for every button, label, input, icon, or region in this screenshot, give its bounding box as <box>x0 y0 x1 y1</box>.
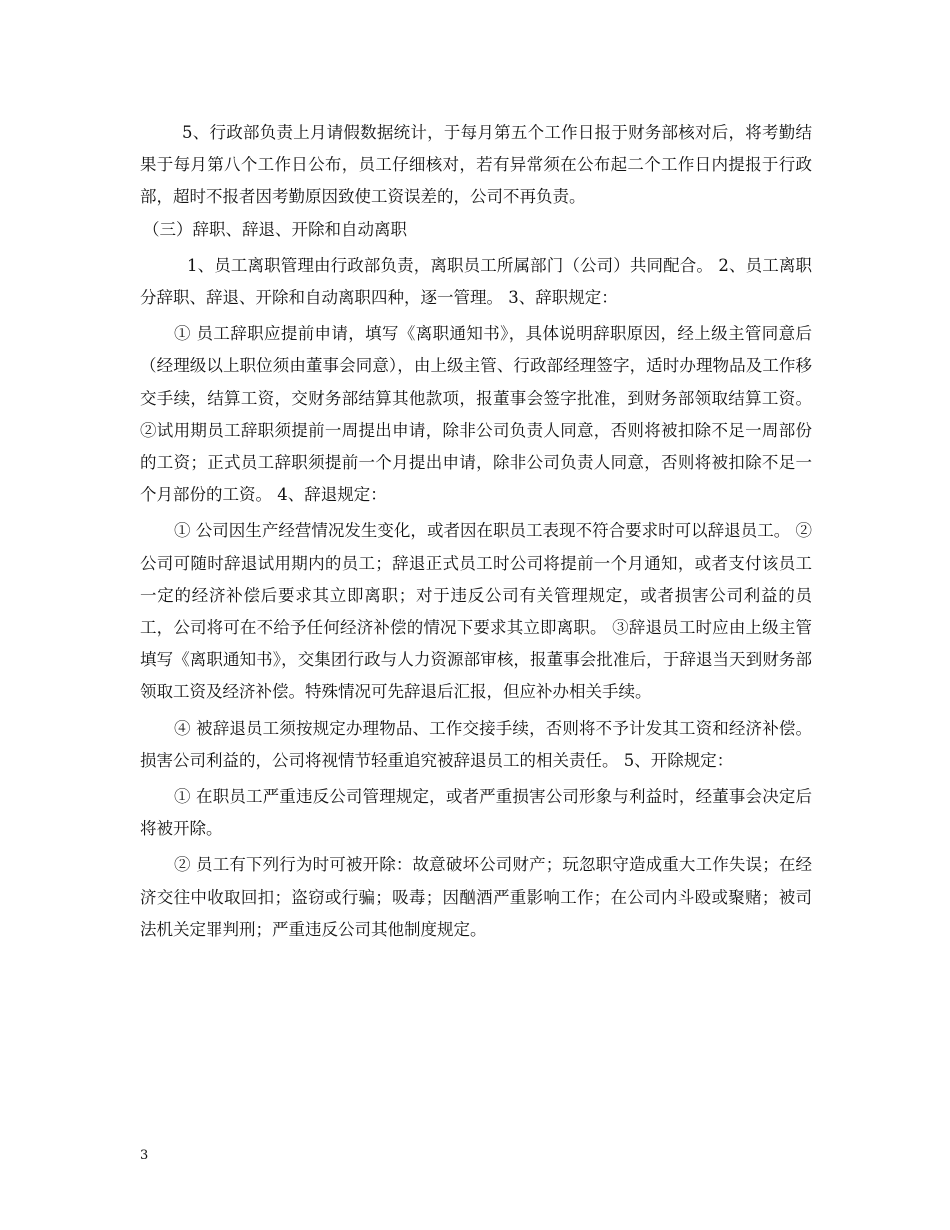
paragraph-departure-management: 1、员工离职管理由行政部负责，离职员工所属部门（公司）共同配合。 2、员工离职分辞职、辞退、开除和自动离职四种，逐一管理。 3、辞职规定： <box>140 255 812 308</box>
paragraph-dismissal-handover: ④ 被辞退员工须按规定办理物品、工作交接手续，否则将不予计发其工资和经济补偿。损害公司利益的，公司将视情节轻重追究被辞退员工的相关责任。 5、开除规定： <box>140 718 812 770</box>
paragraph-expulsion-serious-violation: ① 在职员工严重违反公司管理规定，或者严重损害公司形象与利益时，经董事会决定后将被开除。 <box>140 787 812 839</box>
paragraph-expulsion-conditions: ② 员工有下列行为时可被开除：故意破坏公司财产；玩忽职守造成重大工作失误；在经济交往中收取回扣；盗窃或行骗；吸毒；因酗酒严重影响工作；在公司内斗殴或聚赌；被司法机关定罪判刑；严重违反公司其他制度规定。 <box>140 855 812 939</box>
paragraph-dismissal-rules: ① 公司因生产经营情况发生变化，或者因在职员工表现不符合要求时可以辞退员工。 ②公司可随时辞退试用期内的员工；辞退正式员工时公司将提前一个月通知，或者支付该员工一定的经济补偿后要求其立即离职；对于违反公司有关管理规定，或者损害公司利益的员工，公司将可在不给予任何经济补偿的情况下要求其立即离职。 ③辞退员工时应由上级主管填写《离职通知书》，交集团行政与人力资源部审核，报董事会批准后，于辞退当天到财务部领取工资及经济补偿。特殊情况可先辞退后汇报，但应补办相关手续。 <box>140 521 812 702</box>
page-number: 3 <box>140 1148 149 1163</box>
paragraph-attendance-statistics: 5、行政部负责上月请假数据统计，于每月第五个工作日报于财务部核对后，将考勤结果于每月第八个工作日公布，员工仔细核对，若有异常须在公布起二个工作日内提报于行政部，超时不报者因考勤原因致使工资误差的，公司不再负责。 <box>140 123 812 207</box>
section-heading-resignation: （三）辞职、辞退、开除和自动离职 <box>143 219 407 239</box>
paragraph-resignation-rules: ① 员工辞职应提前申请，填写《离职通知书》，具体说明辞职原因，经上级主管同意后（经理级以上职位须由董事会同意），由上级主管、行政部经理签字，适时办理物品及工作移交手续，结算工资，交财务部结算其他款项，报董事会签字批准，到财务部领取结算工资。 ②试用期员工辞职须提前一周提出申请，除非公司负责人同意，否则将被扣除不足一周部份的工资；正式员工辞职须提前一个月提出申请，除非公司负责人同意，否则将被扣除不足一个月部份的工资。 4、辞退规定： <box>140 324 812 505</box>
document-body <box>140 117 812 946</box>
